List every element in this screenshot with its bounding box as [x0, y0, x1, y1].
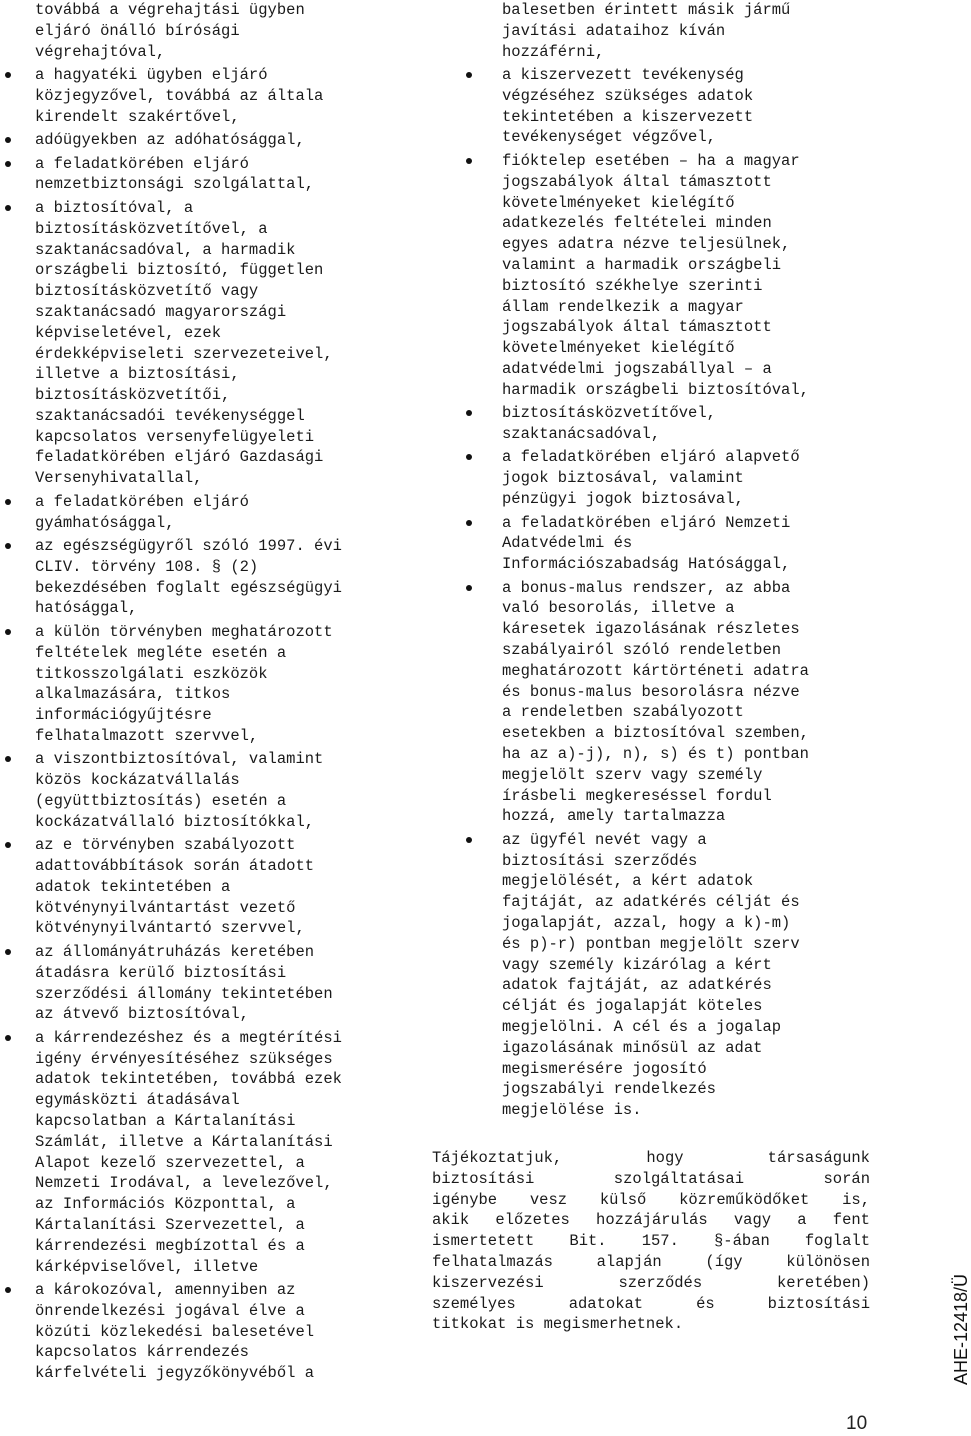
list-item	[432, 513, 882, 575]
text-line: biztosításközvetítői,	[35, 386, 231, 405]
text-line: balesetben érintett másik jármű	[502, 1, 791, 19]
text-line: szaktanácsadóval,	[502, 425, 661, 443]
text-line: adatok tekintetében, továbbá ezek	[35, 1070, 342, 1089]
text-line: vagy személy kizárólag a kért	[502, 955, 772, 974]
text-line: adatkezelés feltételei minden	[502, 214, 772, 233]
text-line: felhatalmazott szervvel,	[35, 726, 259, 745]
text-line: biztosításközvetítővel,	[502, 404, 716, 423]
text-line: írásbeli megkereséssel fordul	[502, 786, 772, 805]
bullet-icon	[5, 161, 11, 167]
bullet-icon	[5, 949, 11, 955]
text-line: országbeli biztosító, független	[35, 261, 324, 280]
text-line: harmadik országbeli biztosítóval,	[502, 380, 809, 399]
text-line: meghatározott kártörténeti adatra	[502, 661, 809, 680]
bullet-icon	[466, 410, 472, 416]
text-line: Kártalanítási Szervezettel, a	[35, 1215, 305, 1234]
text-line: fajtáját, az adatkérés célját és	[502, 893, 800, 912]
text-line: Számlát, illetve a Kártalanítási	[35, 1132, 333, 1151]
text-line: a feladatkörében eljáró alapvető	[502, 448, 800, 467]
text-line: hozzá, amely tartalmazza	[502, 807, 726, 826]
text-line: a hagyatéki ügyben eljáró	[35, 66, 268, 85]
text-line: kárfelvételi jegyzőkönyvéből a	[35, 1364, 315, 1383]
list-item	[0, 1028, 420, 1278]
text-line: bekezdésében foglalt egészségügyi	[35, 578, 342, 597]
text-line: adatvédelmi jogszabállyal – a	[502, 359, 772, 378]
notice-line: felhatalmazás alapján (így különösen	[432, 1253, 870, 1272]
text-line: pénzügyi jogok biztosával,	[502, 490, 744, 509]
bullet-icon	[5, 499, 11, 505]
text-line: kárrendezési megbízottal és a	[35, 1236, 305, 1255]
text-line: szaktanácsadóval, a harmadik	[35, 240, 296, 259]
text-line: szabályairól szóló rendeletben	[502, 641, 782, 660]
text-line: fióktelep esetében – ha a magyar	[502, 151, 800, 170]
text-line: igény érvényesítéséhez szükséges	[35, 1049, 333, 1068]
text-line: képviseletével, ezek	[35, 323, 222, 342]
bullet-icon	[5, 72, 11, 78]
text-line: titkosszolgálati eszközök	[35, 664, 268, 683]
text-line: szaktanácsadó magyarországi	[35, 302, 287, 321]
text-line: kirendelt szakértővel,	[35, 107, 240, 126]
text-line: valamint a harmadik országbeli	[502, 255, 782, 274]
list-item	[432, 151, 882, 401]
text-line: célját és jogalapját köteles	[502, 997, 763, 1016]
text-line: megismerésére jogosító	[502, 1059, 707, 1078]
text-line: tevékenységet végzővel,	[502, 128, 716, 147]
left-bullet-list	[0, 0, 420, 1384]
text-line: állam rendelkezik a magyar	[502, 297, 744, 316]
text-line: biztosítási szerződés	[502, 851, 698, 870]
notice-line: kiszervezési szerződés keretében)	[432, 1273, 870, 1292]
bullet-icon	[466, 158, 472, 164]
text-line: illetve a biztosítási,	[35, 365, 240, 384]
text-line: átadásra kerülő biztosítási	[35, 963, 287, 982]
bullet-icon	[5, 1035, 11, 1041]
list-item	[432, 65, 882, 148]
list-item	[432, 0, 882, 62]
text-line: a viszontbiztosítóval, valamint	[35, 750, 324, 769]
text-line: kötvénynyilvántartó szervvel,	[35, 919, 305, 938]
text-line: a külön törvényben meghatározott	[35, 622, 333, 641]
text-line: a károkozóval, amennyiben az	[35, 1281, 296, 1300]
text-line: és p)-r) pontban megjelölt szerv	[502, 934, 800, 953]
bullet-icon	[5, 842, 11, 848]
text-line: kapcsolatos kárrendezés	[35, 1343, 249, 1362]
text-line: nemzetbiztonsági szolgálattal,	[35, 175, 315, 194]
text-line: érdekképviseleti szervezeteivel,	[35, 344, 333, 363]
list-item	[432, 830, 882, 1121]
text-line: kárképviselővel, illetve	[35, 1257, 259, 1276]
list-item	[0, 749, 420, 832]
text-line: végzéséhez szükséges adatok	[502, 86, 754, 105]
text-line: adatok tekintetében a	[35, 877, 231, 896]
text-line: gyámhatósággal,	[35, 513, 175, 532]
text-line: Információszabadság Hatósággal,	[502, 555, 791, 574]
list-item	[0, 130, 420, 151]
text-line: biztosításközvetítővel, a	[35, 219, 268, 238]
bullet-icon	[466, 585, 472, 591]
text-line: feltételek megléte esetén a	[35, 643, 287, 662]
text-line: a kiszervezett tevékenység	[502, 66, 744, 85]
text-line: követelményeket kielégítő	[502, 339, 735, 358]
text-line: közjegyzővel, továbbá az általa	[35, 86, 324, 105]
text-line: jogszabályi rendelkezés	[502, 1080, 716, 1099]
text-line: Alapot kezelő szervezettel, a	[35, 1153, 305, 1172]
document-code: AHE-12418/Ü	[951, 1273, 971, 1385]
text-line: az állományátruházás keretében	[35, 942, 315, 961]
left-column	[0, 0, 420, 1384]
list-item	[0, 492, 420, 534]
bullet-icon	[466, 837, 472, 843]
notice-line: személyes adatokat és biztosítási	[432, 1294, 870, 1313]
page-number: 10	[846, 1413, 868, 1434]
list-item	[0, 154, 420, 196]
text-line: az Információs Központtal, a	[35, 1195, 296, 1214]
notice-line: igénybe vesz külső közreműködőket is,	[432, 1190, 870, 1209]
text-line: való besorolás, illetve a	[502, 599, 735, 618]
text-line: kötvénynyilvántartást vezető	[35, 898, 296, 917]
list-item	[432, 578, 882, 828]
list-item	[432, 403, 882, 445]
bullet-icon	[466, 454, 472, 460]
text-line: esetekben a biztosítóval szemben,	[502, 724, 809, 743]
text-line: egymásközti átadásával	[35, 1091, 240, 1110]
text-line: végrehajtóval,	[35, 42, 166, 61]
notice-paragraph	[432, 1148, 870, 1335]
text-line: a feladatkörében eljáró	[35, 492, 249, 511]
text-line: adatok fajtáját, az adatkérés	[502, 976, 772, 995]
list-item	[0, 198, 420, 489]
text-line: Adatvédelmi és	[502, 534, 633, 553]
text-line: CLIV. törvény 108. § (2)	[35, 557, 259, 576]
bullet-icon	[5, 629, 11, 635]
text-line: szaktanácsadói tevékenységgel	[35, 406, 305, 425]
text-line: biztosításközvetítő vagy	[35, 282, 259, 301]
bullet-icon	[466, 520, 472, 526]
text-line: közúti közlekedési balesetével	[35, 1322, 315, 1341]
text-line: adattovábbítások során átadott	[35, 857, 315, 876]
text-line: javítási adataihoz kíván	[502, 21, 726, 40]
text-line: (együttbiztosítás) esetén a	[35, 791, 287, 810]
text-line: önrendelkezési jogával élve a	[35, 1301, 305, 1320]
text-line: továbbá a végrehajtási ügyben	[35, 1, 305, 19]
notice-line: titkokat is megismerhetnek.	[432, 1315, 684, 1334]
text-line: káresetek igazolásának részletes	[502, 620, 800, 639]
right-column	[432, 0, 882, 1335]
bullet-icon	[5, 1287, 11, 1293]
text-line: hozzáférni,	[502, 42, 605, 61]
text-line: megjelölését, a kért adatok	[502, 872, 754, 891]
text-line: tekintetében a kiszervezett	[502, 107, 754, 126]
text-line: alkalmazására, titkos	[35, 685, 231, 704]
text-line: a feladatkörében eljáró Nemzeti	[502, 513, 791, 532]
text-line: a rendeletben szabályozott	[502, 703, 744, 722]
bullet-icon	[466, 72, 472, 78]
list-item	[432, 447, 882, 509]
text-line: az átvevő biztosítóval,	[35, 1005, 249, 1024]
list-item	[0, 65, 420, 127]
list-item	[0, 942, 420, 1025]
text-line: közös kockázatvállalás	[35, 771, 240, 790]
text-line: megjelölt szerv vagy személy	[502, 765, 763, 784]
text-line: jogszabályok által támasztott	[502, 172, 772, 191]
bullet-icon	[5, 543, 11, 549]
text-line: megjelölése is.	[502, 1101, 642, 1120]
list-item	[0, 1280, 420, 1384]
text-line: kockázatvállaló biztosítókkal,	[35, 812, 315, 831]
text-line: Nemzeti Irodával, a levelezővel,	[35, 1174, 333, 1193]
list-item	[0, 622, 420, 747]
text-line: szerződési állomány tekintetében	[35, 984, 333, 1003]
text-line: az e törvényben szabályozott	[35, 836, 296, 855]
text-line: egyes adatra nézve teljesülnek,	[502, 235, 791, 254]
text-line: információgyűjtésre	[35, 706, 212, 725]
text-line: és bonus-malus besorolásra nézve	[502, 682, 800, 701]
notice-line: ismertetett Bit. 157. §-ában foglalt	[432, 1232, 870, 1251]
text-line: a kárrendezéshez és a megtérítési	[35, 1028, 342, 1047]
text-line: a biztosítóval, a	[35, 198, 194, 217]
text-line: jogszabályok által támasztott	[502, 318, 772, 337]
bullet-icon	[5, 756, 11, 762]
text-line: követelményeket kielégítő	[502, 193, 735, 212]
text-line: kapcsolatos versenyfelügyeleti	[35, 427, 315, 446]
notice-line: Tájékoztatjuk, hogy társaságunk	[432, 1149, 870, 1168]
text-line: igazolásának minősül az adat	[502, 1038, 763, 1057]
text-line: a bonus-malus rendszer, az abba	[502, 578, 791, 597]
text-line: jogalapját, azzal, hogy a k)-m)	[502, 914, 791, 933]
right-bullet-list	[432, 0, 882, 1121]
notice-line: biztosítási szolgáltatásai során	[432, 1169, 870, 1188]
text-line: feladatkörében eljáró Gazdasági	[35, 448, 324, 467]
text-line: az egészségügyről szóló 1997. évi	[35, 537, 342, 556]
list-item	[0, 835, 420, 939]
text-line: adóügyekben az adóhatósággal,	[35, 131, 305, 150]
notice-line: akik előzetes hozzájárulás vagy a fent	[432, 1211, 870, 1230]
text-line: ha az a)-j), n), s) és t) pontban	[502, 745, 809, 764]
list-item	[0, 536, 420, 619]
text-line: Versenyhivatallal,	[35, 469, 203, 488]
text-line: jogok biztosával, valamint	[502, 469, 744, 488]
bullet-icon	[5, 137, 11, 143]
text-line: kapcsolatban a Kártalanítási	[35, 1112, 296, 1130]
list-item	[0, 0, 420, 62]
text-line: biztosító székhelye szerinti	[502, 276, 763, 295]
text-line: megjelölni. A cél és a jogalap	[502, 1018, 782, 1037]
text-line: a feladatkörében eljáró	[35, 154, 249, 173]
bullet-icon	[5, 205, 11, 211]
text-line: az ügyfél nevét vagy a	[502, 830, 707, 849]
text-line: hatósággal,	[35, 599, 138, 618]
text-line: eljáró önálló bírósági	[35, 21, 240, 40]
